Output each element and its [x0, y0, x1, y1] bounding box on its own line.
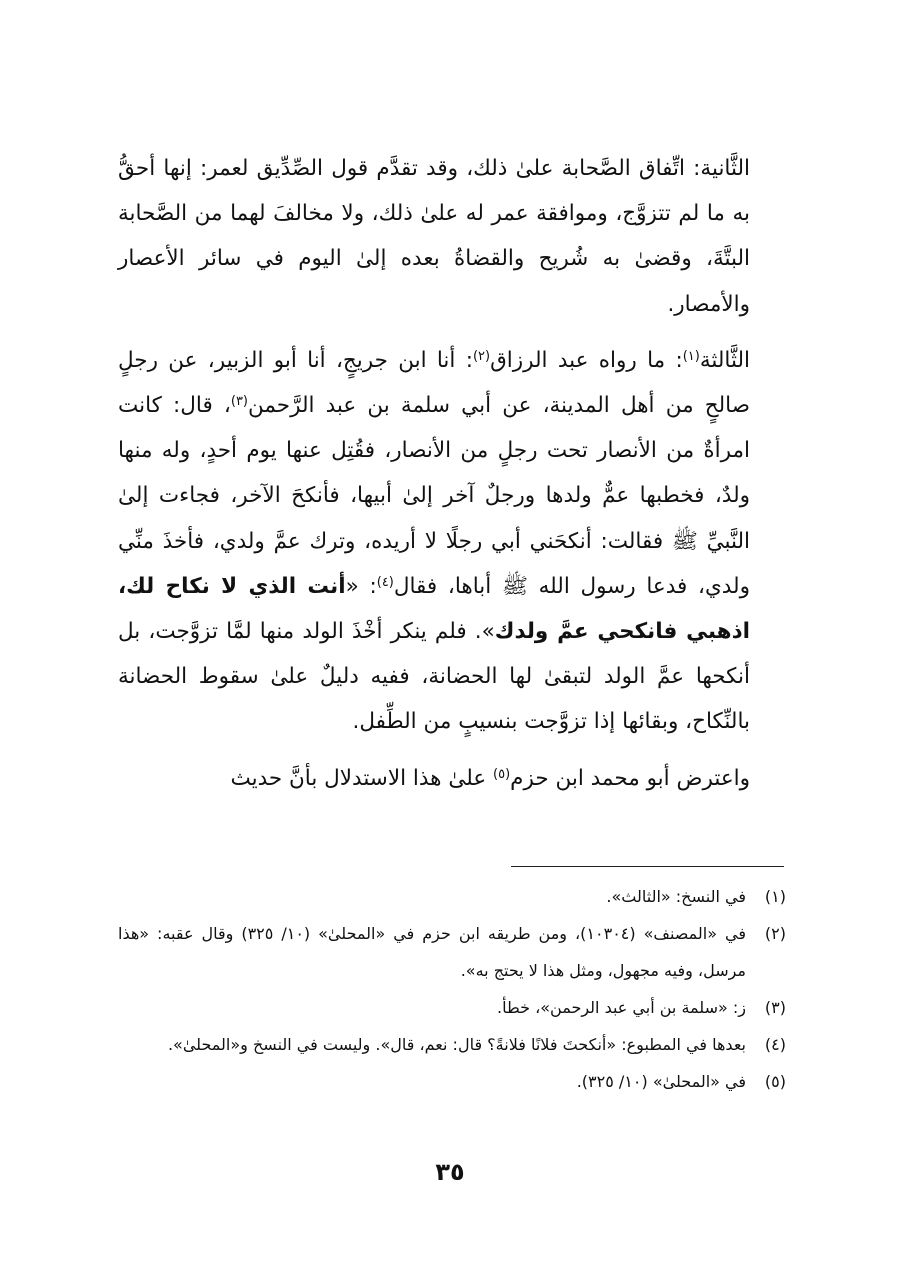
- paragraph-second-point: [118, 146, 784, 327]
- footnote-ref-2[interactable]: (٢): [472, 348, 491, 364]
- footnote-3: [118, 989, 786, 1026]
- footnote-divider: [511, 866, 784, 867]
- footnote-number: (١): [764, 887, 786, 906]
- footnote-text: في النسخ: «الثالث».: [606, 887, 746, 906]
- footnote-number: (٣): [764, 998, 786, 1017]
- text-segment: : «: [345, 573, 377, 599]
- point-label: الثَّالثة: [699, 347, 750, 373]
- footnote-text: في «المحلىٰ» (١٠/ ٣٢٥).: [576, 1072, 746, 1091]
- footnote-number: (٥): [764, 1072, 786, 1091]
- text-segment: ». فلم ينكر أخْذَ الولد منها لمَّا تزوَّجت، بل أنكحها عمَّ الولد لتبقىٰ لها الحضانة، ففيه دليلٌ علىٰ سقوط الحضانة بالنِّكاح، وبقائها إذا تزوَّجت بنسيبٍ من الطِّفل.: [118, 619, 750, 735]
- text-segment: واعترض أبو محمد ابن حزم: [510, 765, 750, 791]
- footnote-ref-1[interactable]: (١): [682, 348, 700, 364]
- text-segment: ، قال: كانت امرأةٌ من الأنصار تحت رجلٍ من الأنصار، فقُتِل عنها يوم أحدٍ، وله منها ولدٌ، فخطبها عمٌّ ولدها ورجلٌ آخر إلىٰ أبيها، فأنكحَ الآخر، فجاءت إلىٰ النَّبيِّ ﷺ فقالت: أنكحَني أبي رجلًا لا أريده، وترك عمَّ ولدي، فأخذَ منِّي ولدي، فدعا رسول الله ﷺ أباها، فقال: [118, 393, 750, 599]
- footnote-ref-4[interactable]: (٤): [376, 574, 394, 590]
- footnote-number: (٤): [764, 1035, 786, 1054]
- footnote-text: في «المصنف» (١٠٣٠٤)، ومن طريقه ابن حزم في «المحلىٰ» (١٠/ ٣٢٥) وقال عقبه: «هذا مرسل، وفيه مجهول، ومثل هذا لا يحتج به».: [118, 924, 746, 980]
- footnote-ref-5[interactable]: (٥): [493, 766, 511, 782]
- text-segment: علىٰ هذا الاستدلال بأنَّ حديث: [230, 765, 494, 791]
- footnote-ref-3[interactable]: (٣): [230, 394, 248, 410]
- footnote-1: [118, 878, 786, 915]
- footnotes: [118, 878, 786, 1100]
- footnote-5: [118, 1063, 786, 1100]
- footnote-number: (٢): [764, 924, 786, 943]
- paragraph-objection: [118, 756, 784, 801]
- paragraph-third-point: [118, 338, 784, 745]
- paragraph-text: الثَّانية: اتِّفاق الصَّحابة علىٰ ذلك، وقد تقدَّم قول الصِّدِّيق لعمر: إنها أحقُّ به ما لم تتزوَّج، وموافقة عمر له علىٰ ذلك، ولا مخالفَ لهما من الصَّحابة البتَّةَ، وقضىٰ به شُريح والقضاةُ بعده إلىٰ اليوم في سائر الأعصار والأمصار.: [118, 156, 750, 317]
- hadith-quote: أنت الذي لا نكاح لك، اذهبي فانكحي عمَّ ولدك: [118, 573, 750, 645]
- main-text: [118, 146, 784, 801]
- footnote-2: [118, 915, 786, 989]
- footnote-4: [118, 1026, 786, 1063]
- text-segment: : ما رواه عبد الرزاق: [490, 347, 683, 373]
- page-number: ٣٥: [435, 1158, 465, 1186]
- text-segment: : أنا ابن جريجٍ، أنا أبو الزبير، عن رجلٍ صالحٍ من أهل المدينة، عن أبي سلمة بن عبد الرَّحمن: [118, 347, 750, 419]
- footnote-text: ز: «سلمة بن أبي عبد الرحمن»، خطأ.: [497, 998, 746, 1017]
- footnote-text: بعدها في المطبوع: «أنكحتَ فلانًا فلانةً؟ قال: نعم، قال». وليست في النسخ و«المحلىٰ».: [167, 1035, 746, 1054]
